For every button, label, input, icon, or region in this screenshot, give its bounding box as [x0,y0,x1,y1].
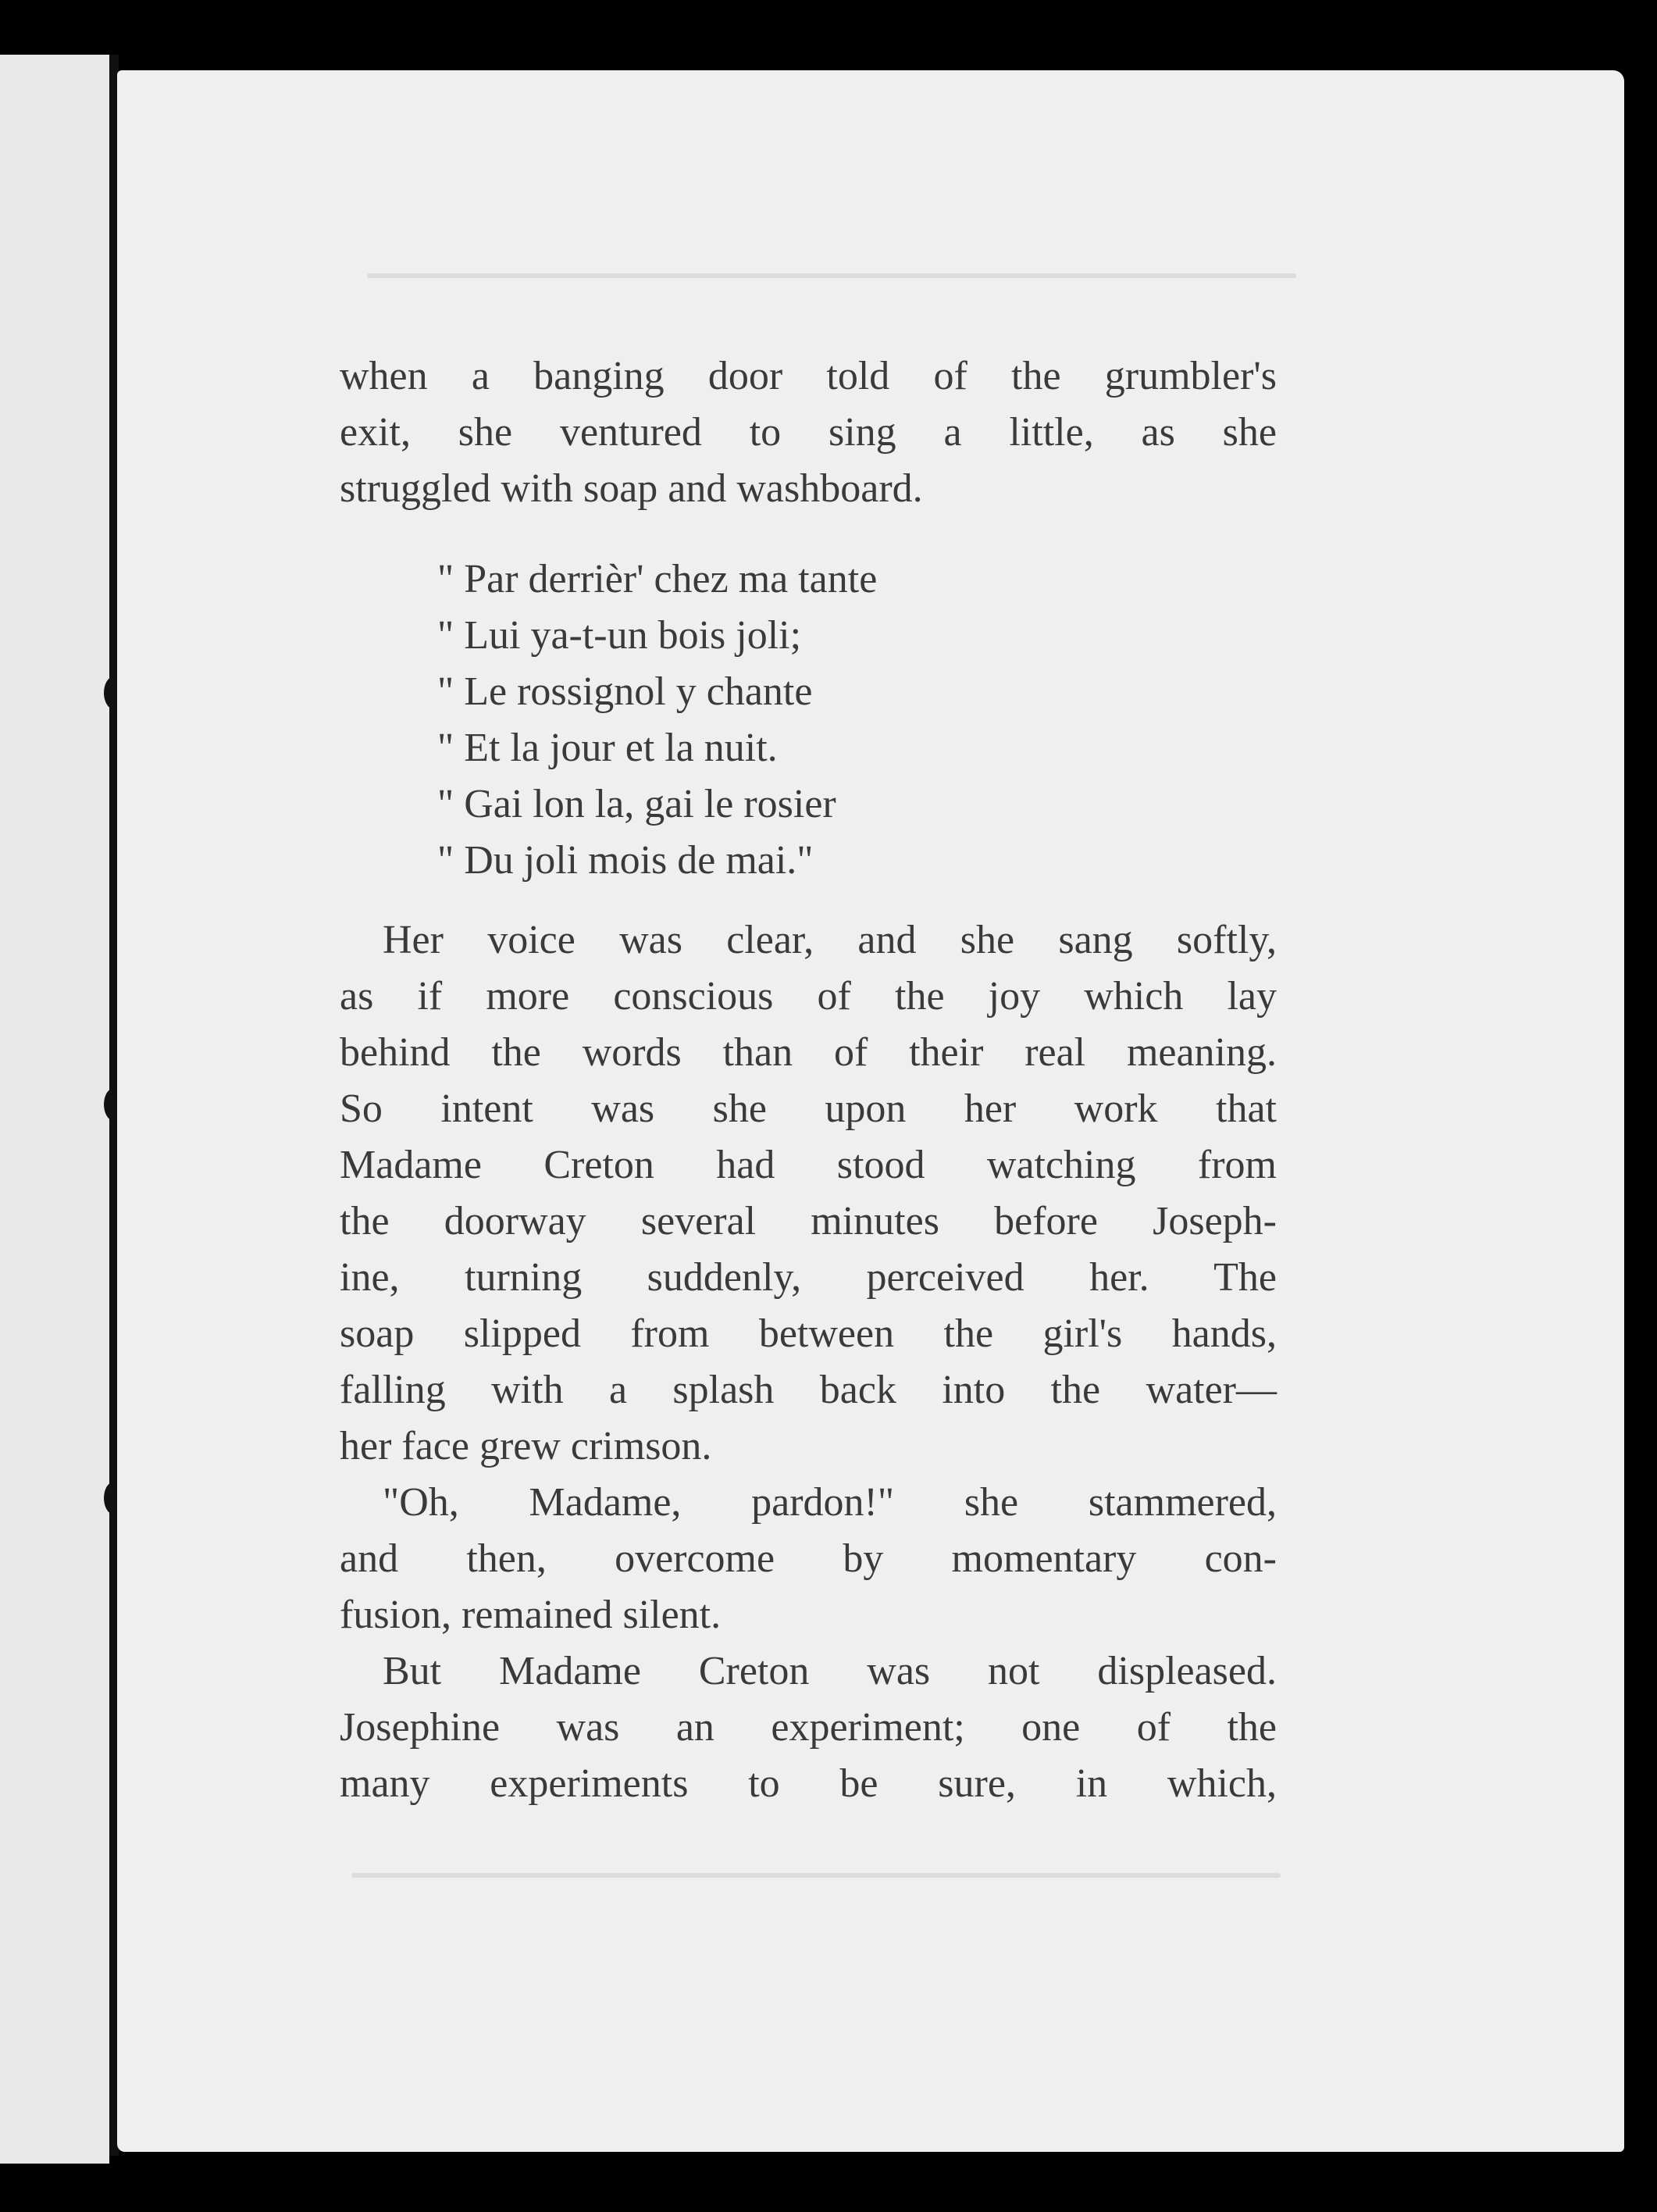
text-line: her face grew crimson. [340,1424,712,1468]
top-rule [367,273,1296,278]
text-line: "Oh, Madame, pardon!" she stammered, [383,1480,1277,1525]
verse-line: " Et la jour et la nuit. [437,726,778,770]
bottom-rule [351,1873,1281,1878]
text-line: when a banging door told of the grumbler's [340,354,1277,398]
text-line: falling with a splash back into the water— [340,1368,1277,1412]
text-line: So intent was she upon her work that [340,1086,1277,1131]
text-line: and then, overcome by momentary con- [340,1536,1277,1581]
text-line: the doorway several minutes before Joseph- [340,1199,1277,1243]
body-text [340,912,1277,1812]
text-line: Josephine was an experiment; one of the [340,1705,1277,1750]
verse-line: " Lui ya-t-un bois joli; [437,613,802,658]
text-line: fusion, remained silent. [340,1593,722,1637]
text-line: behind the words than of their real meaning. [340,1030,1277,1075]
verse-line: " Gai lon la, gai le rosier [437,782,836,826]
song-verse [437,551,1140,889]
text-line: struggled with soap and washboard. [340,466,923,511]
text-line: But Madame Creton was not displeased. [383,1649,1277,1693]
text-line: ine, turning suddenly, perceived her. The [340,1255,1277,1300]
text-line: soap slipped from between the girl's hands, [340,1311,1277,1356]
text-line: many experiments to be sure, in which, [340,1761,1277,1806]
text-line: Her voice was clear, and she sang softly, [383,918,1277,962]
text-line: exit, she ventured to sing a little, as she [340,410,1277,455]
opening-paragraph [340,348,1277,517]
text-line: as if more conscious of the joy which lay [340,974,1277,1019]
facing-page-edge [0,55,109,2164]
verse-line: " Le rossignol y chante [437,669,813,714]
text-line: Madame Creton had stood watching from [340,1143,1277,1187]
verse-line: " Du joli mois de mai." [437,838,814,883]
verse-line: " Par derrièr' chez ma tante [437,557,878,601]
